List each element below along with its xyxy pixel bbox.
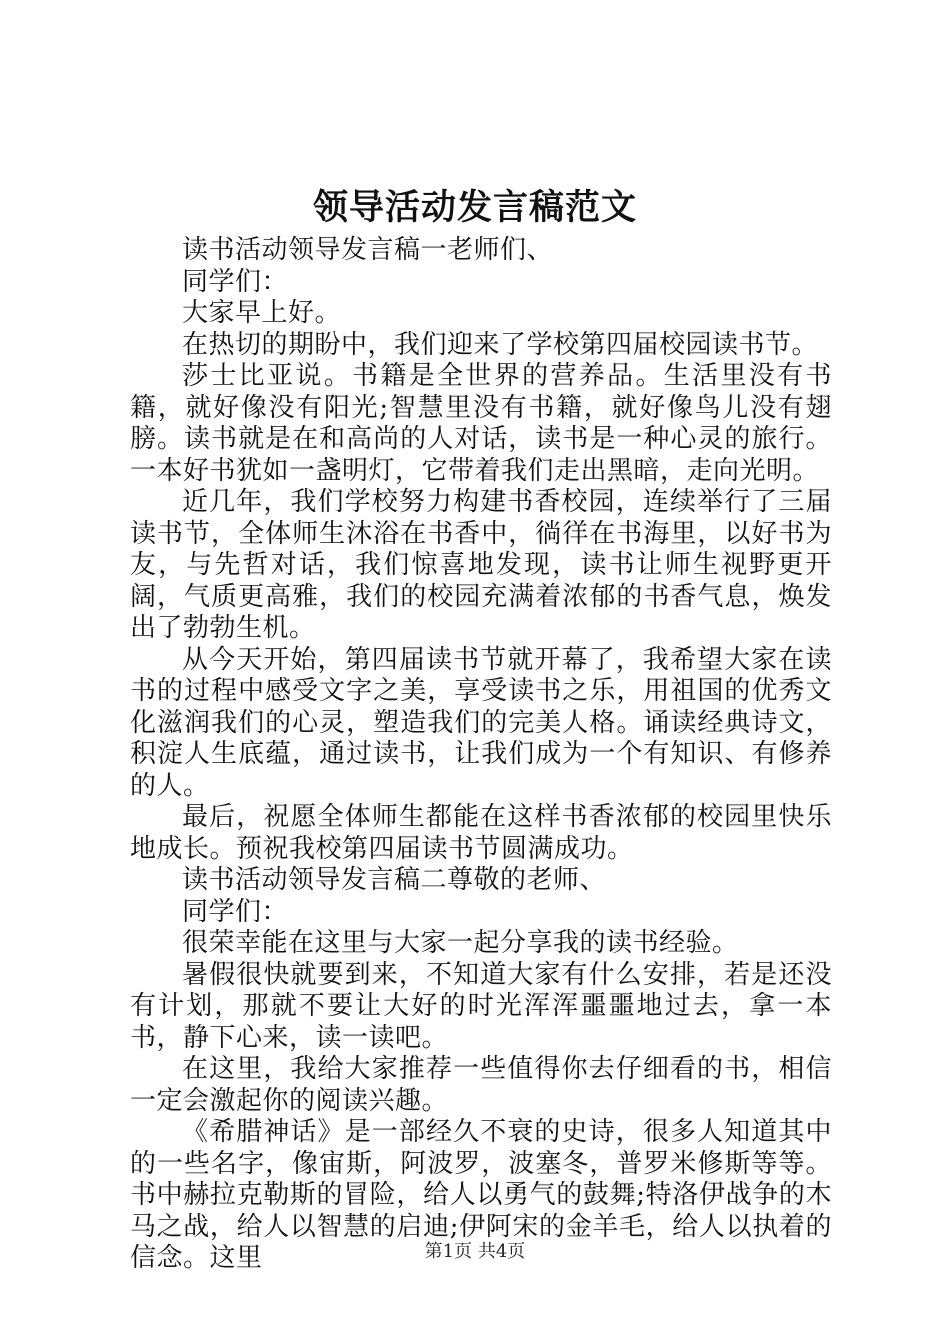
- document-body: [130, 235, 832, 1275]
- paragraph: 在热切的期盼中，我们迎来了学校第四届校园读书节。: [182, 329, 819, 360]
- page-footer: 第1页 共4页: [424, 1241, 526, 1262]
- paragraph: 同学们：: [182, 266, 289, 297]
- paragraph: 最后，祝愿全体师生都能在这样书香浓郁的校园里快乐地成长。预祝我校第四届读书节圆满成功。: [130, 802, 832, 864]
- paragraph: 《希腊神话》是一部经久不衰的史诗，很多人知道其中的一些名字，像宙斯，阿波罗，波塞冬，普罗米修斯等等。书中赫拉克勒斯的冒险，给人以勇气的鼓舞;特洛伊战争的木马之战，给人以智慧的启迪;伊阿宋的金羊毛，给人以执着的信念。这里: [130, 1117, 832, 1273]
- paragraph: 大家早上好。: [182, 298, 342, 328]
- paragraph: 同学们：: [182, 896, 289, 927]
- paragraph: 很荣幸能在这里与大家一起分享我的读书经验。: [182, 928, 739, 958]
- paragraph: 近几年，我们学校努力构建书香校园，连续举行了三届读书节，全体师生沐浴在书香中，徜徉在书海里，以好书为友，与先哲对话，我们惊喜地发现，读书让师生视野更开阔，气质更高雅，我们的校园充满着浓郁的书香气息，焕发出了勃勃生机。: [130, 487, 832, 643]
- paragraph: 暑假很快就要到来，不知道大家有什么安排，若是还没有计划，那就不要让大好的时光浑浑噩噩地过去，拿一本书，静下心来，读一读吧。: [130, 959, 832, 1053]
- paragraph: 在这里，我给大家推荐一些值得你去仔细看的书，相信一定会激起你的阅读兴趣。: [130, 1054, 832, 1116]
- document-title: 领导活动发言稿范文: [312, 187, 637, 228]
- paragraph: 莎士比亚说。书籍是全世界的营养品。生活里没有书籍，就好像没有阳光;智慧里没有书籍，就好像鸟儿没有翅膀。读书就是在和高尚的人对话，读书是一种心灵的旅行。一本好书犹如一盏明灯，它带着我们走出黑暗，走向光明。: [130, 361, 832, 486]
- paragraph: 读书活动领导发言稿二尊敬的老师、: [182, 865, 607, 895]
- paragraph: 从今天开始，第四届读书节就开幕了，我希望大家在读书的过程中感受文字之美，享受读书之乐，用祖国的优秀文化滋润我们的心灵，塑造我们的完美人格。诵读经典诗文，积淀人生底蕴，通过读书，让我们成为一个有知识、有修养的人。: [130, 644, 832, 801]
- paragraph: 读书活动领导发言稿一老师们、: [182, 235, 554, 265]
